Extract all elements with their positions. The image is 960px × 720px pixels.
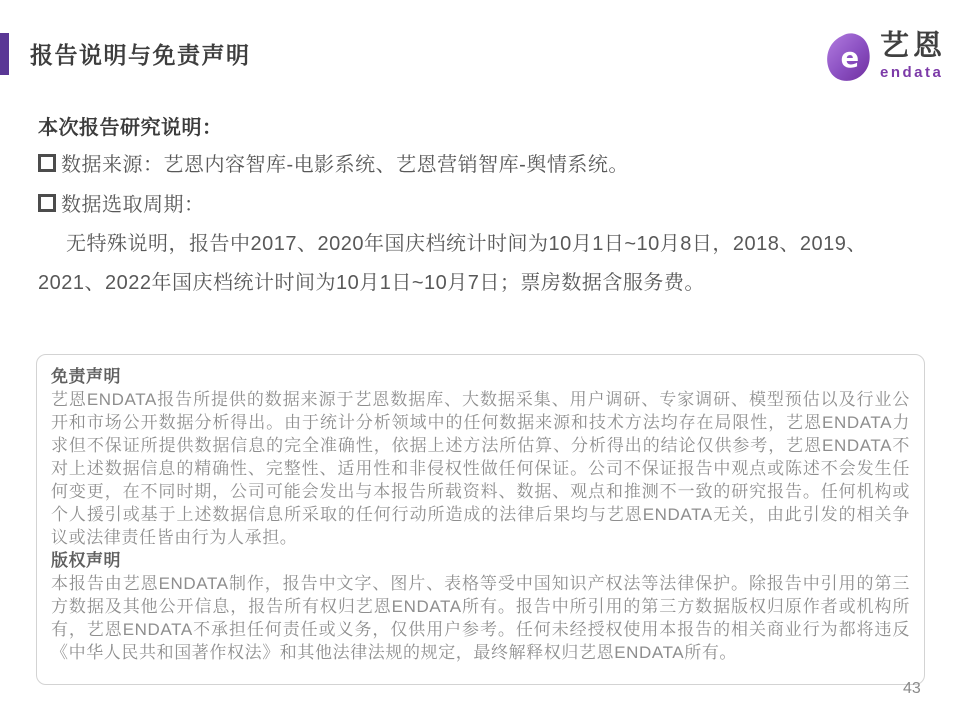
bullet-item-data-period — [38, 188, 205, 217]
legal-box — [36, 354, 925, 685]
intro-heading: 本次报告研究说明： — [38, 117, 223, 139]
logo-brand-en: endata — [879, 64, 944, 81]
title-accent-bar — [0, 33, 9, 75]
page-number: 43 — [903, 680, 921, 697]
page-title: 报告说明与免责声明 — [30, 42, 251, 68]
period-note-line-2: 2021、2022年国庆档统计时间为10月1日~10月7日；票房数据含服务费。 — [38, 272, 705, 294]
period-note-line-1: 无特殊说明，报告中2017、2020年国庆档统计时间为10月1日~10月8日，2018、2019、 — [66, 233, 867, 255]
square-bullet-icon — [38, 154, 56, 172]
logo-text — [880, 29, 946, 81]
bullet-item-data-source — [38, 148, 629, 177]
square-bullet-icon — [38, 194, 56, 212]
bullet-text: 数据来源：艺恩内容智库-电影系统、艺恩营销智库-舆情系统。 — [61, 154, 629, 176]
copyright-title: 版权声明 — [51, 551, 121, 570]
endata-logo — [825, 29, 946, 87]
logo-letter-e: e — [840, 42, 860, 74]
logo-brand-cn: 艺恩 — [879, 30, 946, 62]
endata-logo-mark-icon — [825, 29, 873, 87]
disclaimer-title: 免责声明 — [51, 367, 121, 386]
copyright-text: 本报告由艺恩ENDATA制作，报告中文字、图片、表格等受中国知识产权法等法律保护。除报告中引用的第三方数据及其他公开信息，报告所有权归艺恩ENDATA所有。报告中所引用的第三方数据版权归原作者或机构所有，艺恩ENDATA不承担任何责任或义务，仅供用户参考。任何未经授权使用本报告的相关商业行为都将违反《中华人民共和国著作权法》和其他法律法规的规定，最终解释权归艺恩ENDATA所有。 — [51, 574, 910, 662]
bullet-text: 数据选取周期： — [61, 194, 205, 216]
disclaimer-text: 艺恩ENDATA报告所提供的数据来源于艺恩数据库、大数据采集、用户调研、专家调研、模型预估以及行业公开和市场公开数据分析得出。由于统计分析领域中的任何数据来源和技术方法均存在局限性，艺恩ENDATA力求但不保证所提供数据信息的完全准确性，依据上述方法所估算、分析得出的结论仅供参考，艺恩ENDATA不对上述数据信息的精确性、完整性、适用性和非侵权性做任何保证。公司不保证报告中观点或陈述不会发生任何变更，在不同时期，公司可能会发出与本报告所载资料、数据、观点和推测不一致的研究报告。任何机构或个人援引或基于上述数据信息所采取的任何行动所造成的法律后果均与艺恩ENDATA无关，由此引发的相关争议或法律责任皆由行为人承担。 — [51, 390, 910, 547]
